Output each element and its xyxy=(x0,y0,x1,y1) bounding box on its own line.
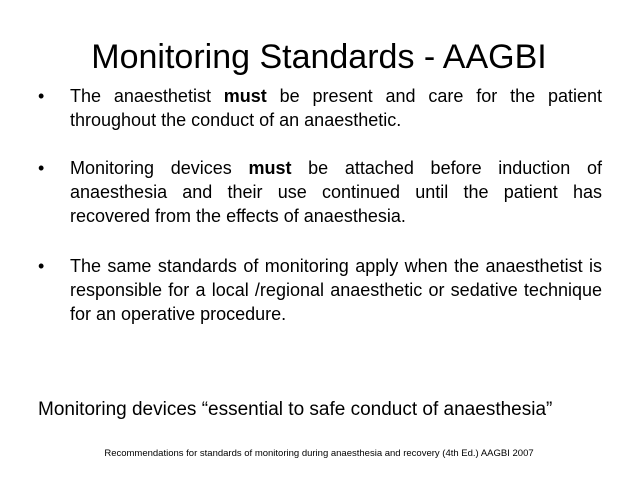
bullet-text-before: The same standards of monitoring apply when the anaesthetist is responsible for a local /regional anaesthetic or sedative technique for an operative procedure. xyxy=(70,256,602,324)
citation-footer: Recommendations for standards of monitoring during anaesthesia and recovery (4th Ed.) AAGBI 2007 xyxy=(104,448,534,459)
bullet-text-before: Monitoring devices xyxy=(70,158,249,178)
bullet-list xyxy=(38,84,602,350)
bullet-icon: • xyxy=(38,256,45,276)
bullet-text xyxy=(70,86,602,130)
bullet-icon: • xyxy=(38,158,45,178)
bullet-icon: • xyxy=(38,86,45,106)
bullet-emphasis: must xyxy=(248,158,292,178)
bullet-text xyxy=(70,256,602,324)
bullet-item xyxy=(38,254,602,326)
bullet-item xyxy=(38,84,602,132)
summary-statement: Monitoring devices “essential to safe conduct of anaesthesia” xyxy=(38,399,553,420)
bullet-item xyxy=(38,156,602,228)
bullet-text-before: The anaesthetist xyxy=(70,86,224,106)
bullet-text-after: be present and care for the patient throughout the conduct of an anaesthetic. xyxy=(70,86,602,130)
bullet-text-after: be attached before induction of anaesthesia and their use continued until the patient has recovered from the effects of anaesthesia. xyxy=(70,158,603,226)
slide-title: Monitoring Standards - AAGBI xyxy=(91,37,547,76)
bullet-emphasis: must xyxy=(223,86,267,106)
bullet-text xyxy=(70,158,602,226)
